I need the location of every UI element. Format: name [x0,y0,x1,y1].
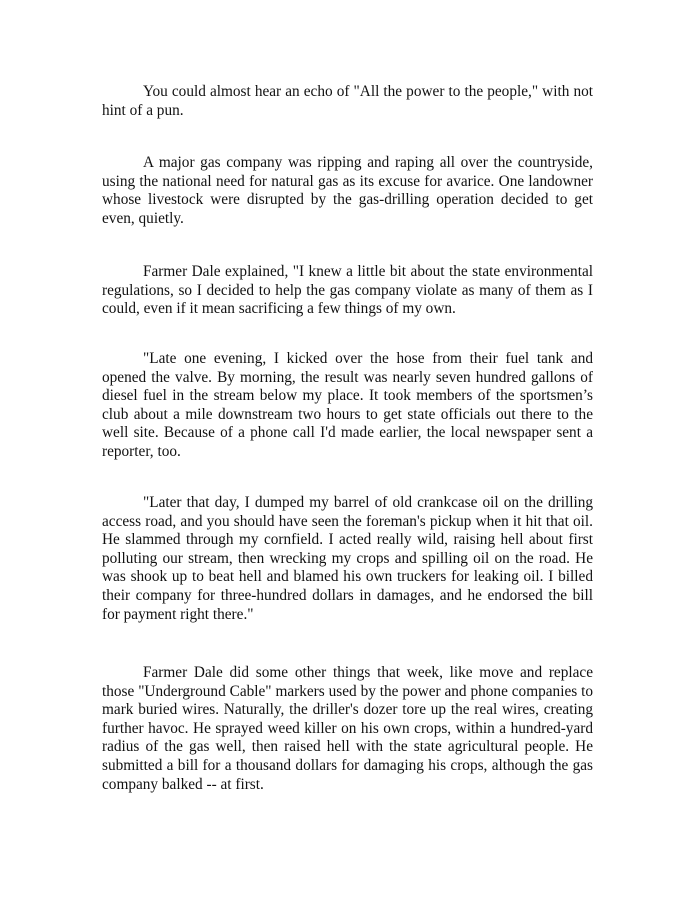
paragraph-gas-company: A major gas company was ripping and raping all over the countryside, using the national need for natural gas as its excuse for avarice. One landowner whose livestock were disrupted by the gas-drilling operation decided to get even, quietly. [102,154,593,227]
paragraph-farmer-dale-explained: Farmer Dale explained, "I knew a little bit about the state environmental regulations, so I decided to help the gas company violate as many of them as I could, even if it mean sacrificing a few things of my own. [102,263,593,318]
paragraph-power-to-the-people: You could almost hear an echo of "All the power to the people," with not hint of a pun. [102,83,593,119]
paragraph-crankcase-oil: "Later that day, I dumped my barrel of old crankcase oil on the drilling access road, and you should have seen the foreman's pickup when it hit that oil. He slammed through my cornfield. I acted really wild, raising hell about first polluting our stream, then wrecking my crops and spilling oil on the road. He was shook up to beat hell and blamed his own truckers for leaking oil. I billed their company for three-hundred dollars in damages, and he endorsed the bill for payment right there." [102,494,593,623]
paragraph-other-things: Farmer Dale did some other things that week, like move and replace those "Underground Cable" markers used by the power and phone companies to mark buried wires. Naturally, the driller's dozer tore up the real wires, creating further havoc. He sprayed weed killer on his own crops, within a hundred-yard radius of the gas well, then raised hell with the state agricultural people. He submitted a bill for a thousand dollars for damaging his crops, although the gas company balked -- at first. [102,664,593,793]
paragraph-fuel-tank: "Late one evening, I kicked over the hose from their fuel tank and opened the valve. By morning, the result was nearly seven hundred gallons of diesel fuel in the stream below my place. It took members of the sportsmen’s club about a mile downstream two hours to get state officials out there to the well site. Because of a phone call I'd made earlier, the local newspaper sent a reporter, too. [102,350,593,460]
